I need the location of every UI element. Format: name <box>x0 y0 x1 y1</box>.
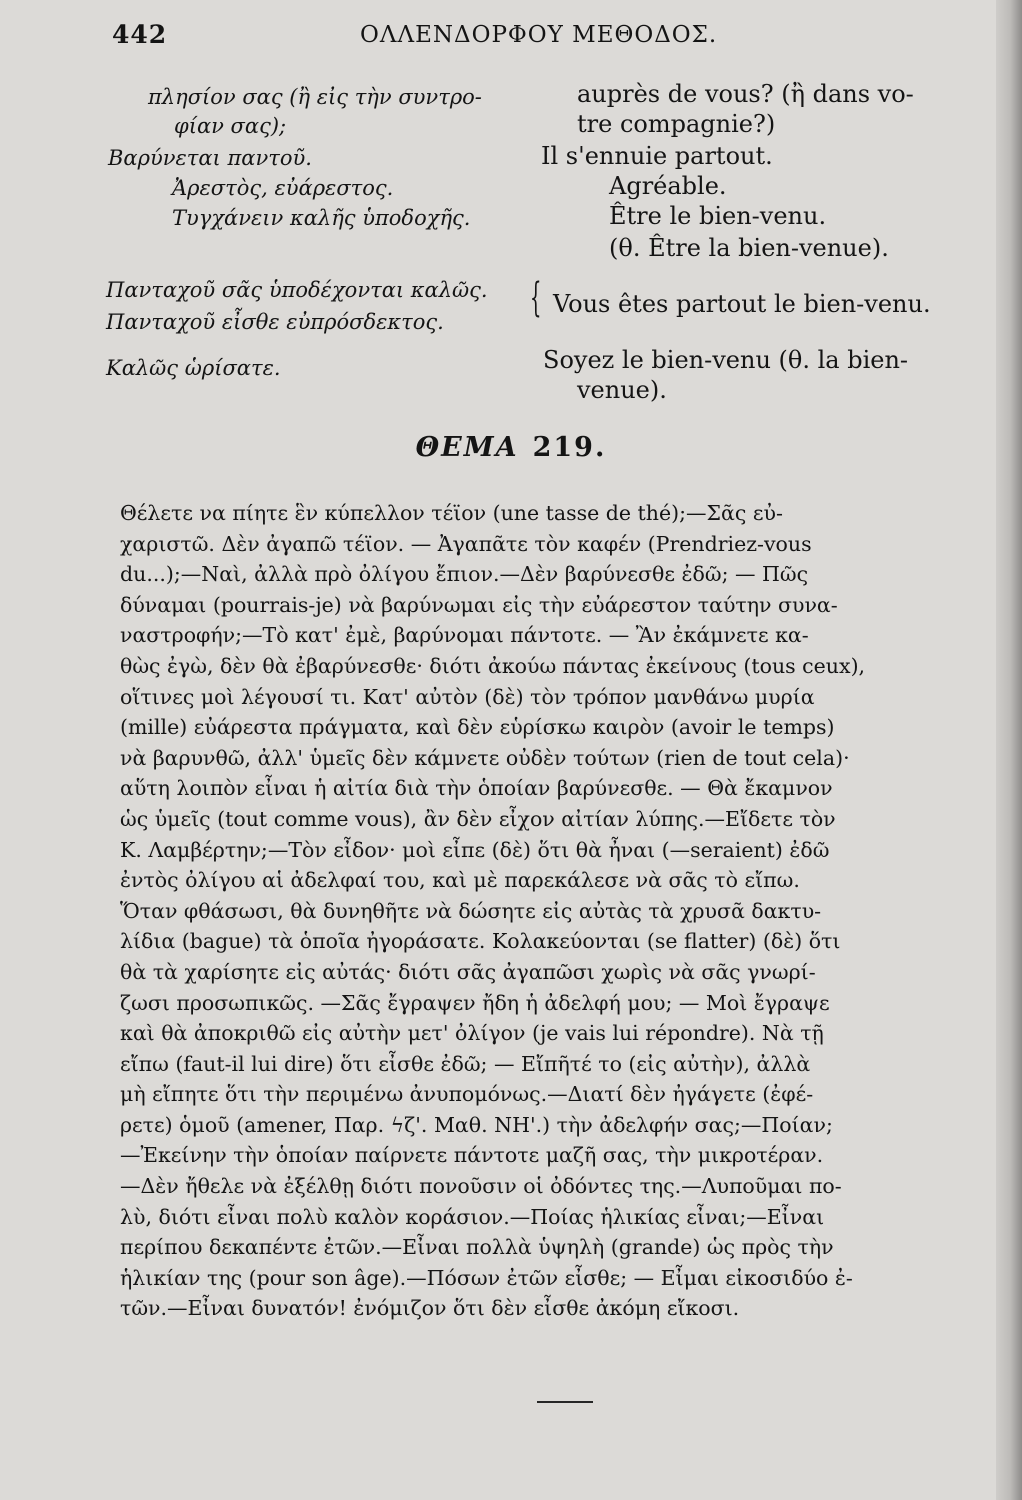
text-line: Ὅταν φθάσωσι, θὰ δυνηθῆτε νὰ δώσητε εἰς αὐτὰς τὰ χρυσᾶ δακτυ- <box>120 898 822 923</box>
text-line: καὶ θὰ ἀποκριθῶ εἰς αὐτὴν μετ' ὀλίγον (je vais lui répondre). Νὰ τῇ <box>120 1021 824 1046</box>
text-line: νὰ βαρυνθῶ, ἀλλ' ὑμεῖς δὲν κάμνετε οὐδὲν τούτων (rien de tout cela)· <box>120 745 850 770</box>
brace: { <box>529 275 542 321</box>
french-vocab-line: Être le bien-venu. <box>609 202 827 230</box>
french-vocab-line: Agréable. <box>609 172 727 200</box>
french-vocab-line: Il s'ennuie partout. <box>541 142 773 170</box>
text-line: ζωσι προσωπικῶς. —Σᾶς ἔγραψεν ἤδη ἡ ἀδελφή μου; — Μοὶ ἔγραψε <box>120 990 830 1015</box>
text-line: εἴπω (faut-il lui dire) ὅτι εἶσθε ἐδῶ; — Εἴπῆτέ το (εἰς αὐτὴν), ἀλλὰ <box>120 1051 811 1076</box>
greek-vocab-line: Βαρύνεται παντοῦ. <box>108 146 312 170</box>
text-line: χαριστῶ. Δὲν ἀγαπῶ τέϊον. — Ἀγαπᾶτε τὸν καφέν (Prendriez-vous <box>120 531 812 556</box>
text-line: —Δὲν ἤθελε νὰ ἐξέλθῃ διότι πονοῦσιν οἱ ὀδόντες της.—Λυποῦμαι πο- <box>120 1174 842 1199</box>
text-line: περίπου δεκαπέντε ἐτῶν.—Εἶναι πολλὰ ὑψηλὴ (grande) ὡς πρὸς τὴν <box>120 1235 834 1260</box>
text-line: Κ. Λαμβέρτην;—Τὸν εἶδον· μοὶ εἶπε (δὲ) ὅτι θὰ ἦναι (—seraient) ἐδῶ <box>120 837 830 862</box>
french-vocab-line: Soyez le bien-venu (θ. la bien- <box>543 346 909 374</box>
greek-vocab-line: Πανταχοῦ σᾶς ὑποδέχονται καλῶς. <box>106 278 488 302</box>
french-vocab-line: auprès de vous? (ἢ dans vo- <box>577 80 914 108</box>
text-line: ρετε) ὁμοῦ (amener, Παρ. ϟζ'. Μαθ. ΝΗ'.) τὴν ἀδελφήν σας;—Ποίαν; <box>120 1112 833 1137</box>
greek-vocab-line: φίαν σας); <box>174 114 287 138</box>
theme-number: 219. <box>532 432 607 463</box>
page-header <box>112 20 952 60</box>
greek-vocab-line: Πανταχοῦ εἶσθε εὐπρόσδεκτος. <box>106 310 444 334</box>
running-title: ΟΛΛΕΝΔΟΡΦΟΥ ΜΕΘΟΔΟΣ. <box>360 22 718 48</box>
text-line: θὼς ἐγὼ, δὲν θὰ ἐβαρύνεσθε· διότι ἀκούω πάντας ἐκείνους (tous ceux), <box>120 653 866 678</box>
french-vocab-line: tre compagnie?) <box>577 110 776 138</box>
greek-vocab-line: Καλῶς ὡρίσατε. <box>106 356 281 380</box>
text-line: μὴ εἴπητε ὅτι τὴν περιμένω ἀνυπομόνως.—Διατί δὲν ἠγάγετε (ἐφέ- <box>120 1082 814 1107</box>
text-line: du...);—Ναὶ, ἀλλὰ πρὸ ὀλίγου ἔπιον.—Δὲν βαρύνεσθε ἐδῶ; — Πῶς <box>120 562 809 587</box>
greek-vocab-line: Ἀρεστὸς, εὐάρεστος. <box>172 176 394 200</box>
text-line: ναστροφήν;—Τὸ κατ' ἐμὲ, βαρύνομαι πάντοτε. — Ἂν ἐκάμνετε κα- <box>120 623 809 648</box>
text-line: (mille) εὐάρεστα πράγματα, καὶ δὲν εὑρίσκω καιρὸν (avoir le temps) <box>120 715 835 740</box>
text-line: ὡς ὑμεῖς (tout comme vous), ἂν δὲν εἶχον αἰτίαν λύπης.—Εἴδετε τὸν <box>120 806 836 831</box>
text-line: δύναμαι (pourrais-je) νὰ βαρύνωμαι εἰς τὴν εὐάρεστον ταύτην συνα- <box>120 592 838 617</box>
text-line: —Ἐκείνην τὴν ὁποίαν παίρνετε πάντοτε μαζῆ σας, τὴν μικροτέραν. <box>120 1143 824 1168</box>
theme-heading <box>0 432 1022 463</box>
text-line: λίδια (bague) τὰ ὁποῖα ἠγοράσατε. Κολακεύονται (se flatter) (δὲ) ὅτι <box>120 929 841 954</box>
text-line: λὺ, διότι εἶναι πολὺ καλὸν κοράσιον.—Ποίας ἡλικίας εἶναι;—Εἶναι <box>120 1204 825 1229</box>
greek-vocab-line: πλησίον σας (ἢ εἰς τὴν συντρο- <box>148 85 482 109</box>
page-number: 442 <box>112 20 168 49</box>
text-line: οἵτινες μοὶ λέγουσί τι. Κατ' αὐτὸν (δὲ) τὸν τρόπον μανθάνω μυρία <box>120 684 815 709</box>
exercise-text <box>120 498 992 1324</box>
text-line: ἐντὸς ὀλίγου αἱ ἀδελφαί του, καὶ μὲ παρεκάλεσε νὰ σᾶς τὸ εἴπω. <box>120 868 800 893</box>
theme-label: ΘΕΜΑ <box>415 432 519 463</box>
end-rule <box>537 1401 593 1403</box>
greek-vocab-line: Τυγχάνειν καλῆς ὑποδοχῆς. <box>172 206 471 230</box>
vocabulary-section <box>0 80 1000 420</box>
text-line: αὕτη λοιπὸν εἶναι ἡ αἰτία διὰ τὴν ὁποίαν βαρύνεσθε. — Θὰ ἔκαμνον <box>120 776 833 801</box>
text-line: θὰ τὰ χαρίσητε εἰς αὐτάς· διότι σᾶς ἀγαπῶσι χωρὶς νὰ σᾶς γνωρί- <box>120 959 816 984</box>
text-line: τῶν.—Εἶναι δυνατόν! ἐνόμιζον ὅτι δὲν εἶσθε ἀκόμη εἴκοσι. <box>120 1296 740 1321</box>
text-line: Θέλετε να πίητε ἓν κύπελλον τέϊον (une tasse de thé);—Σᾶς εὐ- <box>120 501 783 525</box>
text-line: ἡλικίαν της (pour son âge).—Πόσων ἐτῶν εἶσθε; — Εἶμαι εἰκοσιδύο ἐ- <box>120 1265 853 1290</box>
french-vocab-line: venue). <box>577 376 667 404</box>
french-vocab-line: Vous êtes partout le bien-venu. <box>553 290 931 318</box>
french-vocab-line: (θ. Être la bien-venue). <box>609 234 889 262</box>
